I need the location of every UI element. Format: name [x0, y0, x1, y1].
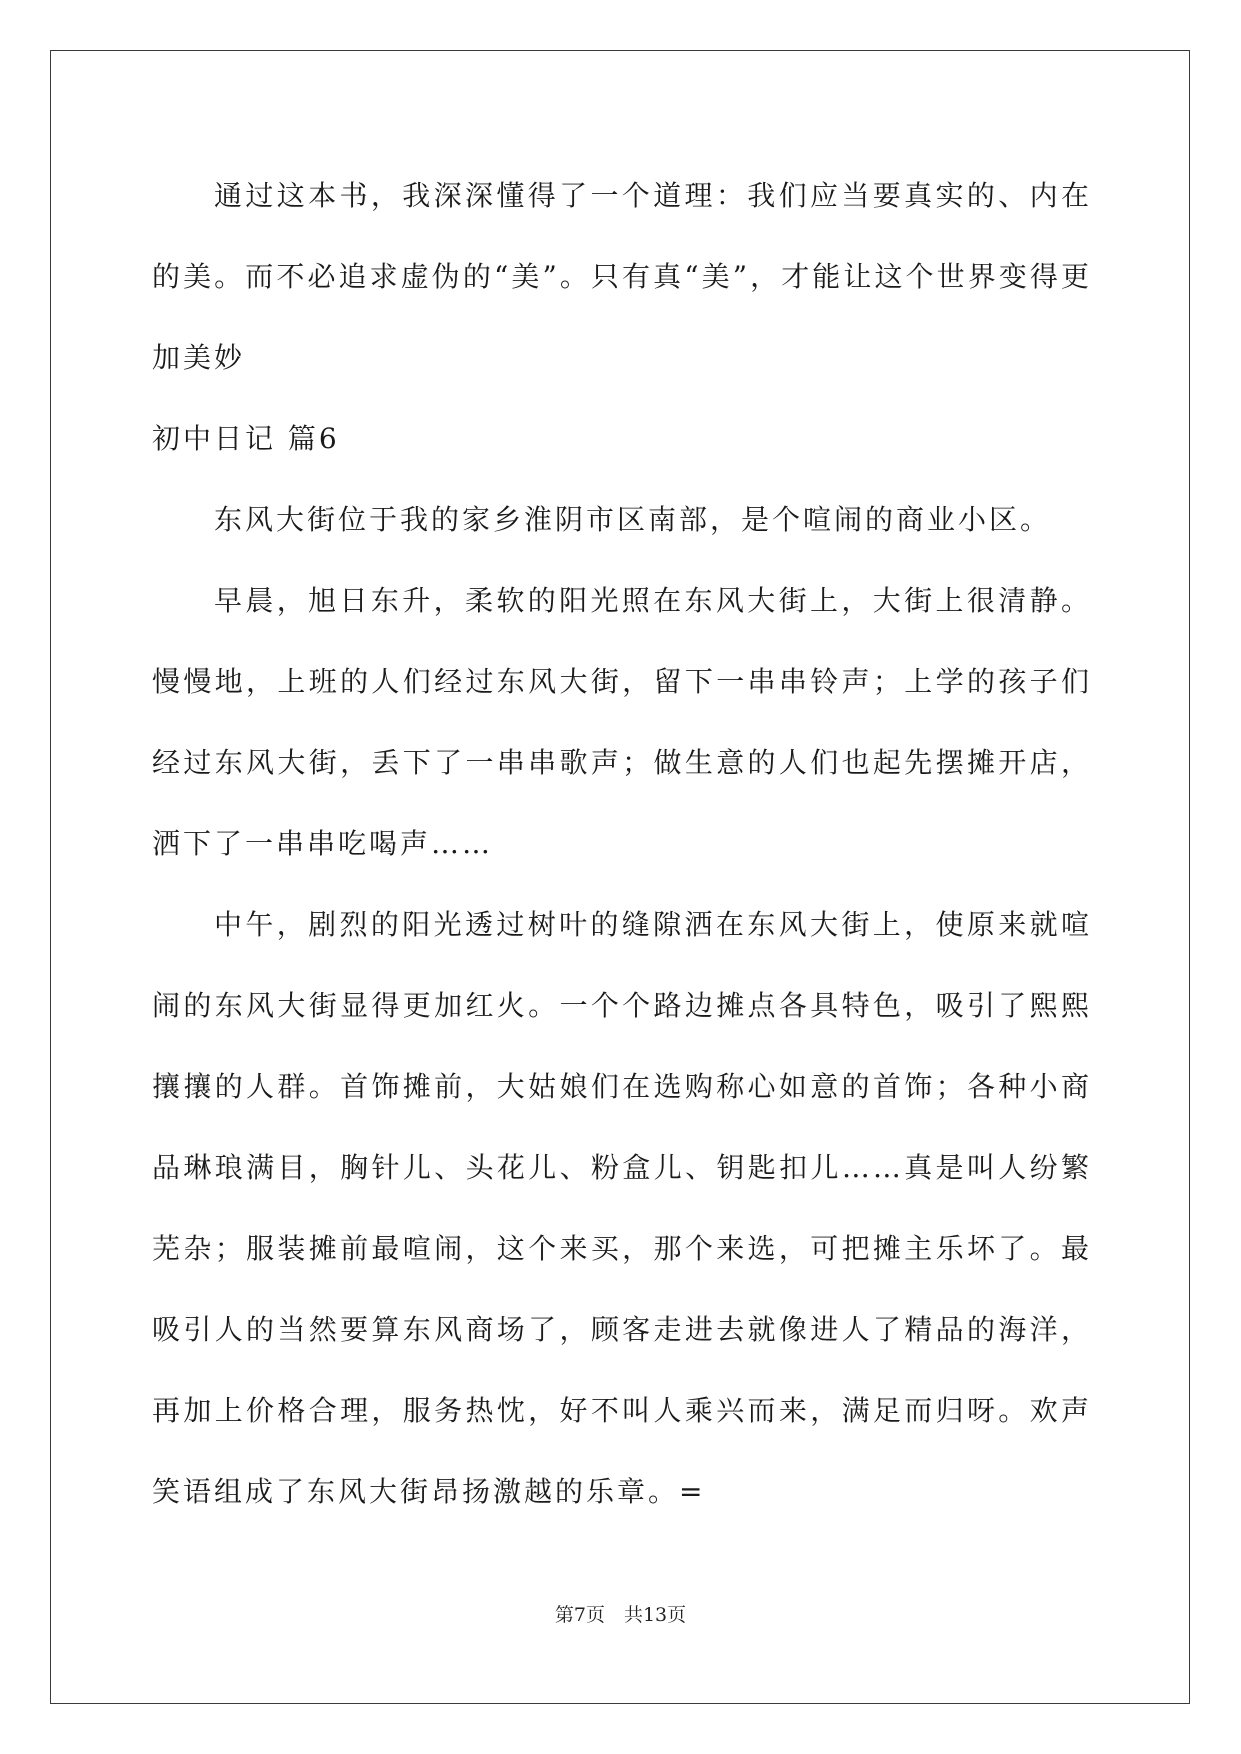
page-number: 第7页 共13页 — [554, 1604, 687, 1626]
paragraph-3: 早晨，旭日东升，柔软的阳光照在东风大街上，大街上很清静。慢慢地，上班的人们经过东风大街，留下一串串铃声；上学的孩子们经过东风大街，丢下了一串串歌声；做生意的人们也起先摆摊开店，洒下了一串串吃喝声…… — [152, 584, 1092, 860]
paragraph-2: 东风大街位于我的家乡淮阴市区南部，是个喧闹的商业小区。 — [214, 503, 1052, 536]
paragraph-1: 通过这本书，我深深懂得了一个道理：我们应当要真实的、内在的美。而不必追求虚伪的“美”。只有真“美”，才能让这个世界变得更加美妙 — [152, 179, 1092, 374]
paragraph-4: 中午，剧烈的阳光透过树叶的缝隙洒在东风大街上，使原来就喧闹的东风大街显得更加红火。一个个路边摊点各具特色，吸引了熙熙攘攘的人群。首饰摊前，大姑娘们在选购称心如意的首饰；各种小商品琳琅满目，胸针儿、头花儿、粉盒儿、钥匙扣儿……真是叫人纷繁芜杂；服装摊前最喧闹，这个来买，那个来选，可把摊主乐坏了。最吸引人的当然要算东风商场了，顾客走进去就像进人了精品的海洋，再加上价格合理，服务热忱，好不叫人乘兴而来，满足而归呀。欢声笑语组成了东风大街昂扬激越的乐章。= — [152, 908, 1092, 1508]
section-heading: 初中日记 篇6 — [152, 422, 340, 455]
document-body — [152, 155, 1092, 1532]
page-footer — [0, 1600, 1241, 1627]
